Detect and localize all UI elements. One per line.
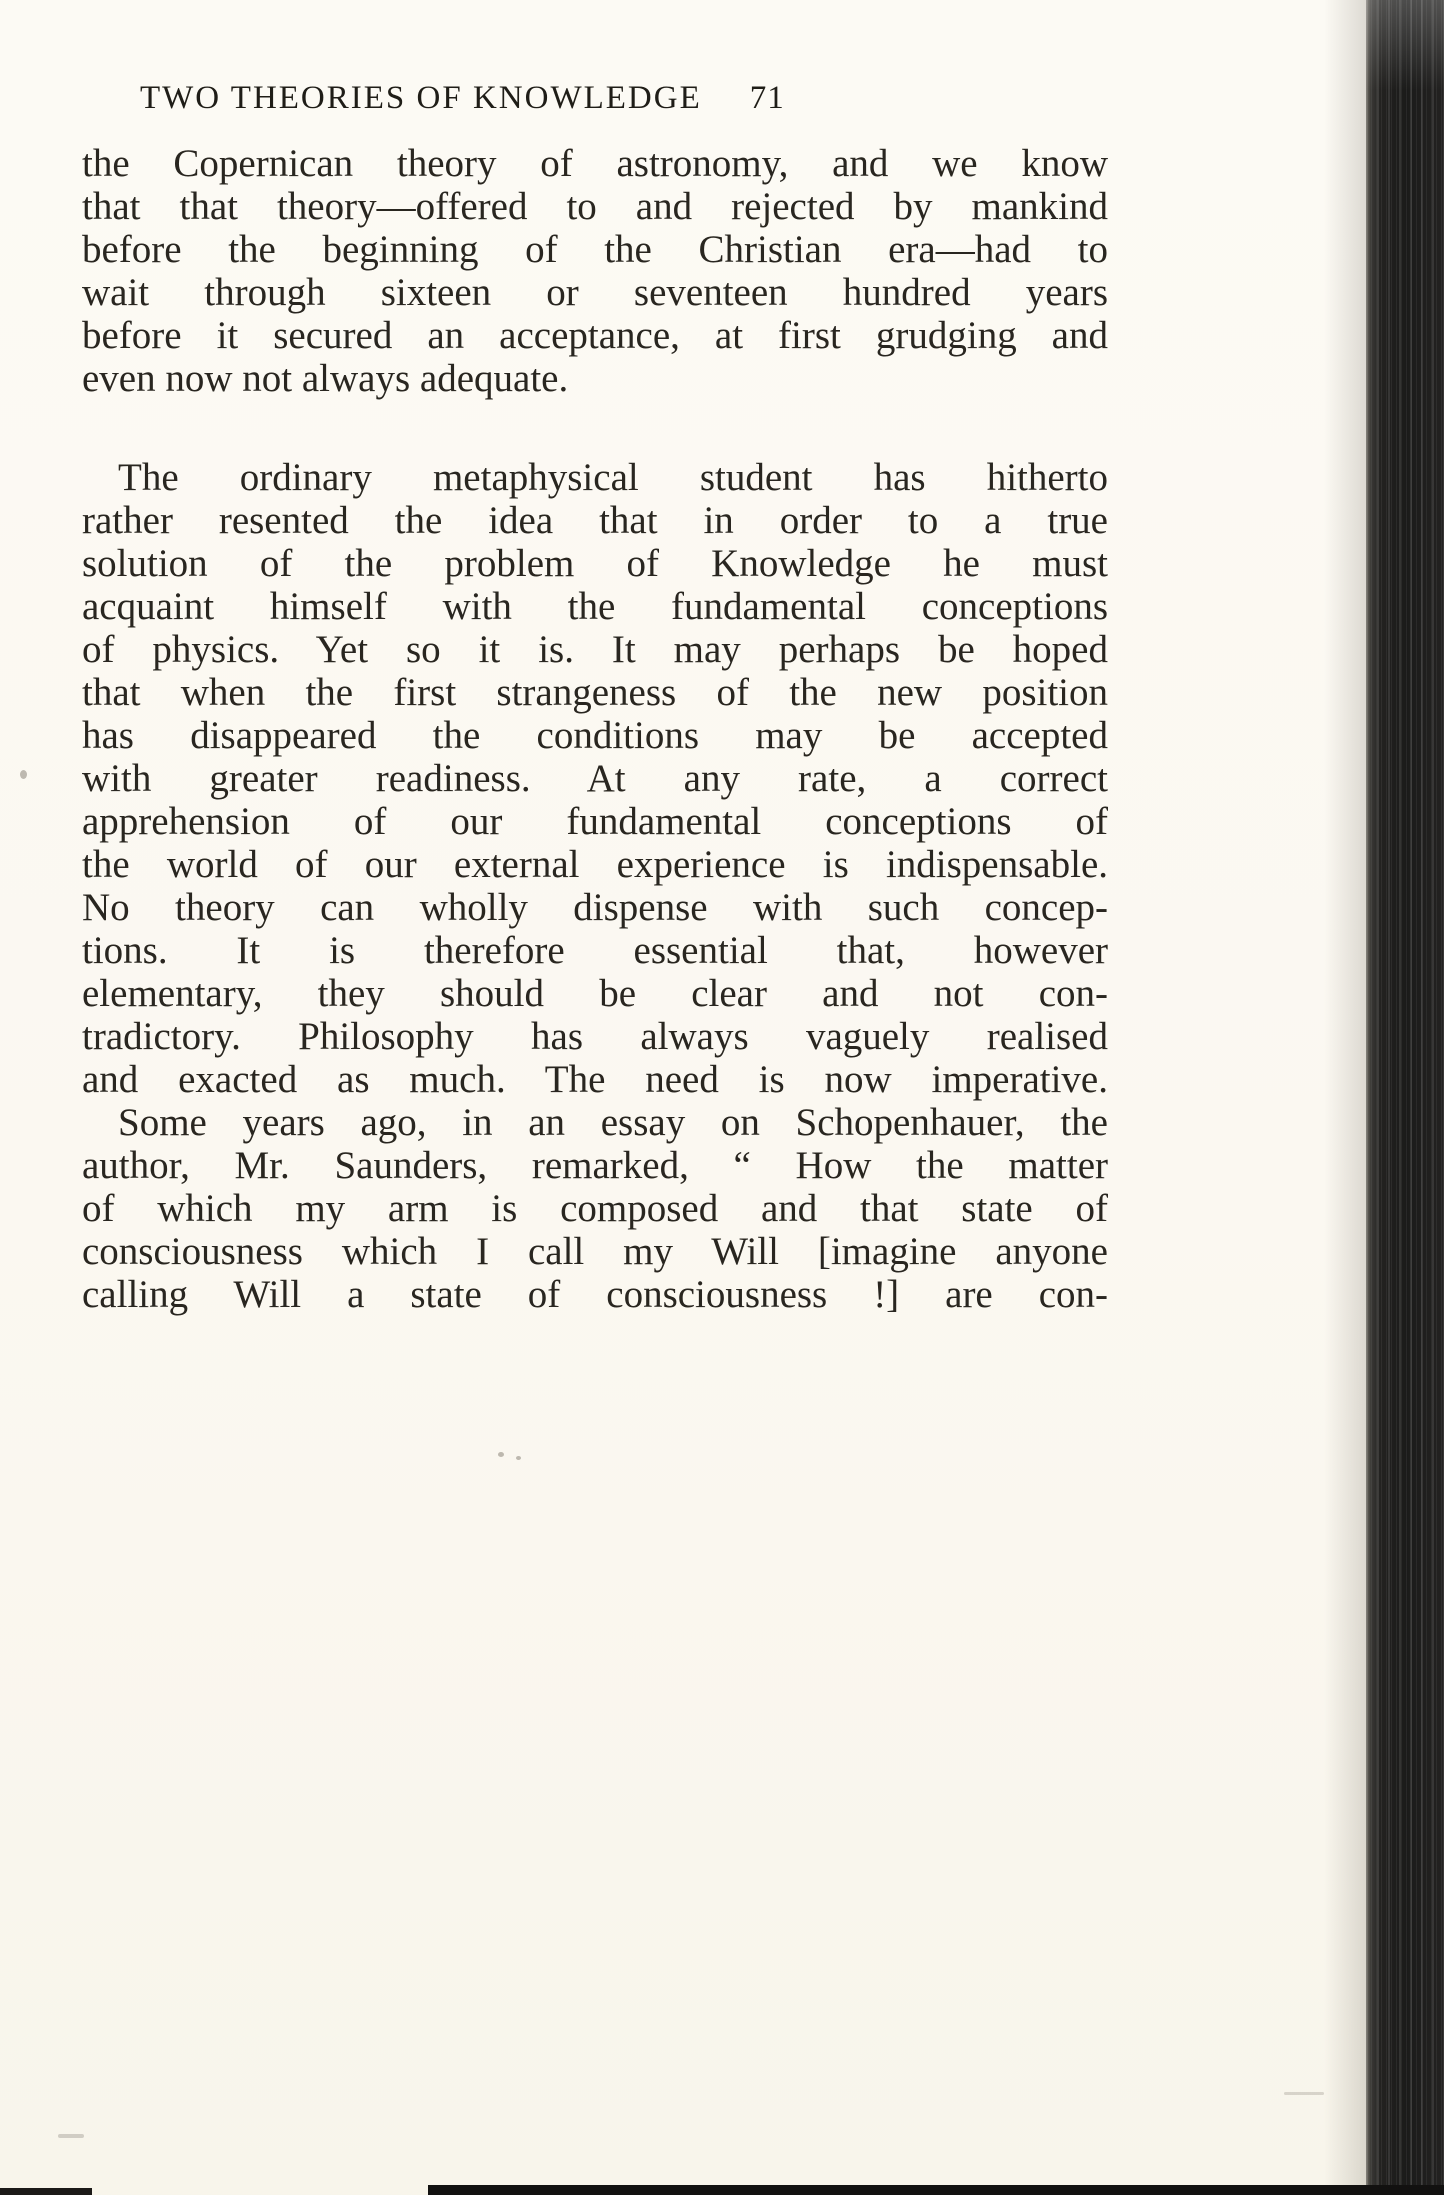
text-line: tradictory. Philosophy has always vaguely realised	[82, 1015, 1108, 1058]
scan-bottom-edge	[428, 2185, 1444, 2195]
text-line: elementary, they should be clear and not con-	[82, 972, 1108, 1015]
text-line: before the beginning of the Christian era—had to	[82, 228, 1108, 271]
text-line: that that theory—offered to and rejected by mankind	[82, 185, 1108, 228]
text-line: the Copernican theory of astronomy, and we know	[82, 142, 1108, 185]
text-line: rather resented the idea that in order to a true	[82, 499, 1108, 542]
text-line: tions. It is therefore essential that, however	[82, 929, 1108, 972]
text-line: even now not always adequate.	[82, 357, 569, 400]
text-line: calling Will a state of consciousness !] are con-	[82, 1273, 1108, 1316]
text-line: consciousness which I call my Will [imagine anyone	[82, 1230, 1108, 1273]
page-number: 71	[749, 80, 785, 116]
running-title: TWO THEORIES OF KNOWLEDGE	[140, 80, 702, 116]
paragraph-continuation	[82, 142, 1108, 400]
text-line: of physics. Yet so it is. It may perhaps be hoped	[82, 628, 1108, 671]
scan-speck	[516, 1456, 521, 1460]
text-line: acquaint himself with the fundamental conceptions	[82, 585, 1108, 628]
scan-speck	[1284, 2092, 1324, 2095]
scan-bottom-left-mark	[0, 2188, 92, 2195]
text-line: Some years ago, in an essay on Schopenhauer, the	[118, 1101, 1108, 1144]
scan-speck	[498, 1452, 504, 1457]
text-line: has disappeared the conditions may be accepted	[82, 714, 1108, 757]
text-line: with greater readiness. At any rate, a correct	[82, 757, 1108, 800]
text-line: solution of the problem of Knowledge he must	[82, 542, 1108, 585]
text-line: author, Mr. Saunders, remarked, “ How the matter	[82, 1144, 1108, 1187]
text-line: the world of our external experience is indispensable.	[82, 843, 1108, 886]
text-line: that when the first strangeness of the new position	[82, 671, 1108, 714]
text-line: The ordinary metaphysical student has hitherto	[118, 456, 1108, 499]
text-line: No theory can wholly dispense with such concep-	[82, 886, 1108, 929]
text-line: before it secured an acceptance, at first grudging and	[82, 314, 1108, 357]
text-line: wait through sixteen or seventeen hundred years	[82, 271, 1108, 314]
paragraph-schopenhauer-essay	[82, 1101, 1108, 1316]
page-body	[82, 142, 1108, 1316]
scan-speck	[58, 2134, 84, 2138]
scan-speck	[20, 770, 27, 779]
page-curl-shadow	[1324, 0, 1366, 2195]
book-edge-scan-band	[1366, 0, 1444, 2195]
page-header	[140, 80, 785, 117]
text-line: of which my arm is composed and that state of	[82, 1187, 1108, 1230]
paragraph-metaphysical-student	[82, 456, 1108, 1101]
text-line: and exacted as much. The need is now imperative.	[82, 1058, 1108, 1101]
text-line: apprehension of our fundamental conceptions of	[82, 800, 1108, 843]
